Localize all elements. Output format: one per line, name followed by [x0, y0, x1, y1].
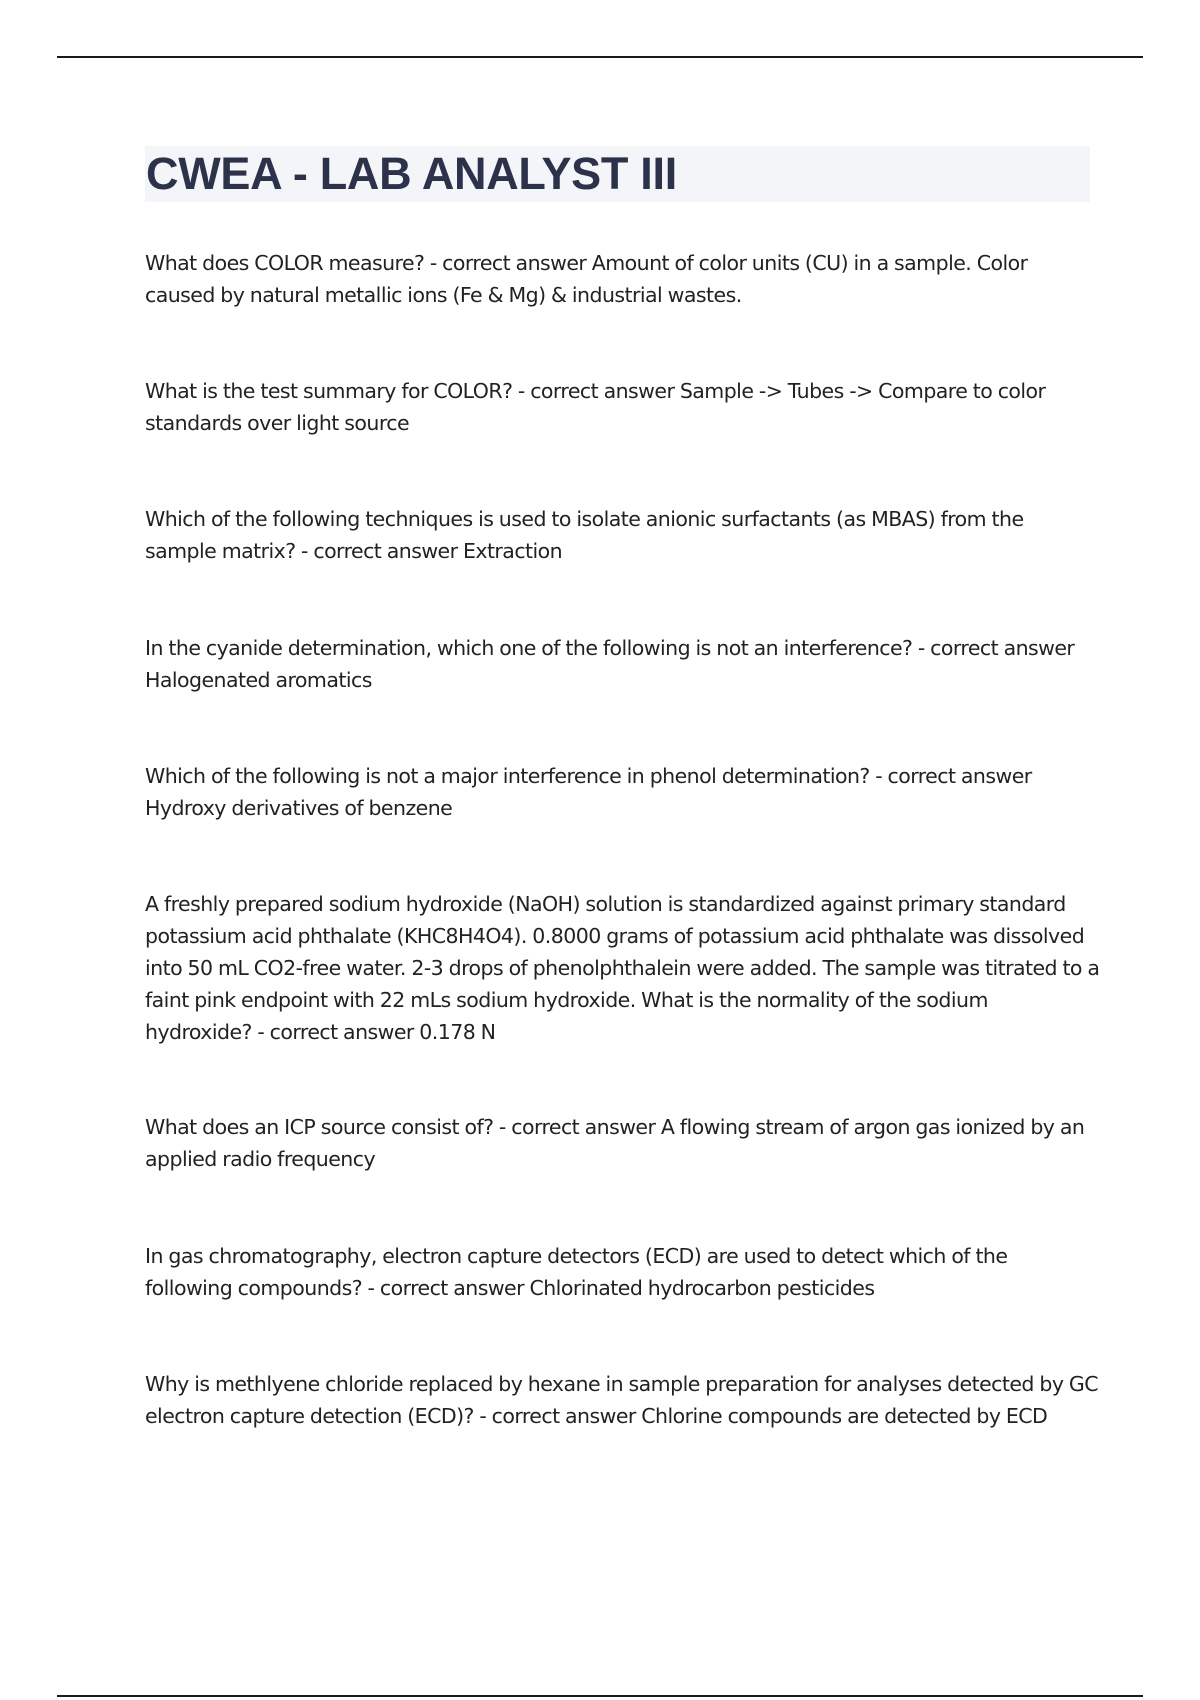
qa-item-5	[145, 760, 1100, 824]
answer: Extraction	[462, 539, 563, 563]
qa-item-7	[145, 1111, 1100, 1175]
qa-item-6	[145, 888, 1100, 1048]
answer-separator: - correct answer	[912, 636, 1075, 660]
qa-item-4	[145, 632, 1100, 696]
answer-separator: - correct answer	[251, 1020, 420, 1044]
answer-separator: - correct answer	[295, 539, 463, 563]
answer: Chlorinated hydrocarbon pesticides	[529, 1276, 875, 1300]
question: What does an ICP source consist of?	[145, 1115, 494, 1139]
answer: Amount of color units (CU) in a sample. Color caused by natural metallic ions (Fe & Mg) & industrial wastes.	[145, 251, 1028, 307]
question: Which of the following techniques is used to isolate anionic surfactants (as MBAS) from the sample matrix?	[145, 507, 1024, 563]
answer: Hydroxy derivatives of benzene	[145, 796, 453, 820]
document-title: CWEA - LAB ANALYST III	[146, 148, 677, 199]
question: Why is methlyene chloride replaced by hexane in sample preparation for analyses detected by GC electron capture detection (ECD)?	[145, 1372, 1098, 1428]
question: Which of the following is not a major interference in phenol determination?	[145, 764, 870, 788]
answer-separator: - correct answer	[869, 764, 1032, 788]
header-rule	[57, 56, 1143, 58]
answer-separator: - correct answer	[512, 379, 680, 403]
answer: Halogenated aromatics	[145, 668, 372, 692]
qa-item-2	[145, 375, 1100, 439]
question: In the cyanide determination, which one of the following is not an interference?	[145, 636, 913, 660]
answer: 0.178 N	[419, 1020, 496, 1044]
answer-separator: - correct answer	[362, 1276, 530, 1300]
qa-item-8	[145, 1240, 1100, 1304]
question: A freshly prepared sodium hydroxide (NaOH) solution is standardized against primary standard potassium acid phthalate (KHC8H4O4). 0.8000 grams of potassium acid phthalate was dissolved into 50 mL CO2-free water. 2-3 drops of phenolphthalein were added. The sample was titrated to a faint pink endpoint with 22 mLs sodium hydroxide. What is the normality of the sodium hydroxide?	[145, 892, 1100, 1044]
answer-separator: - correct answer	[424, 251, 592, 275]
answer: A flowing stream of argon gas ionized by an applied radio frequency	[145, 1115, 1085, 1171]
qa-item-1	[145, 247, 1100, 311]
question: In gas chromatography, electron capture detectors (ECD) are used to detect which of the following compounds?	[145, 1244, 1008, 1300]
answer-separator: - correct answer	[493, 1115, 661, 1139]
answer-separator: - correct answer	[473, 1404, 642, 1428]
question: What is the test summary for COLOR?	[145, 379, 513, 403]
qa-item-3	[145, 503, 1100, 567]
answer: Sample -> Tubes -> Compare to color standards over light source	[145, 379, 1046, 435]
footer-rule	[57, 1695, 1143, 1697]
question: What does COLOR measure?	[145, 251, 425, 275]
qa-item-9	[145, 1368, 1100, 1432]
answer: Chlorine compounds are detected by ECD	[641, 1404, 1048, 1428]
